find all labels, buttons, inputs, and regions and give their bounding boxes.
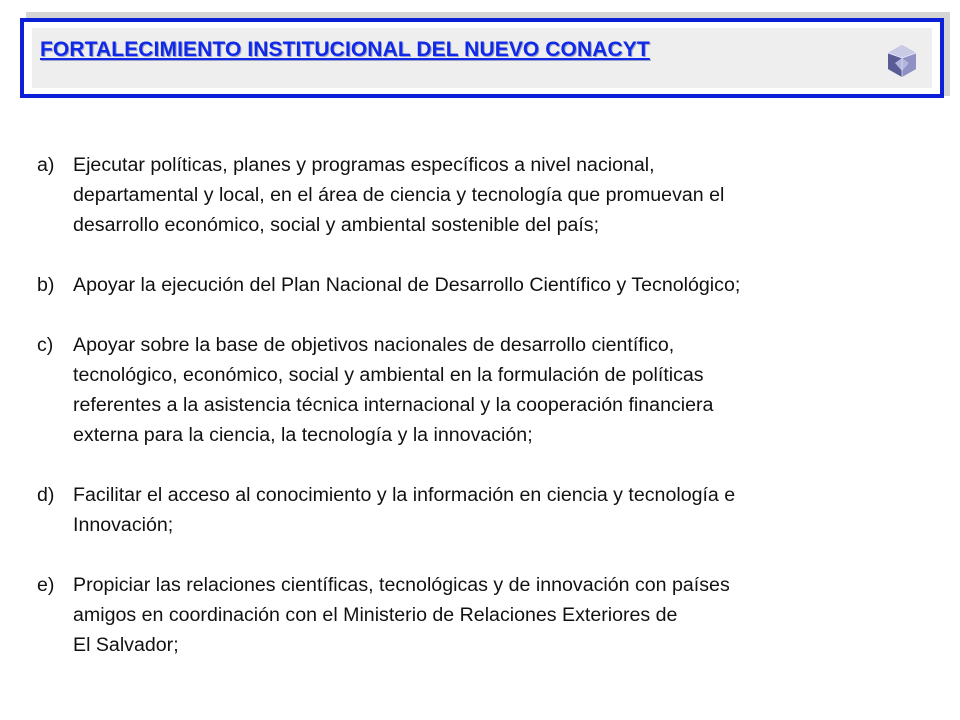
list-item-line: Propiciar las relaciones científicas, tecnológicas y de innovación con países	[73, 574, 730, 596]
list-item-line: tecnológico, económico, social y ambiental en la formulación de políticas	[73, 364, 704, 386]
list-item-marker: a)	[37, 154, 55, 176]
list-item-text	[73, 480, 937, 540]
list-item-marker: d)	[37, 484, 55, 506]
title-banner	[20, 18, 944, 98]
list-item-line: Apoyar la ejecución del Plan Nacional de Desarrollo Científico y Tecnológico;	[73, 274, 741, 296]
list-item-line: referentes a la asistencia técnica internacional y la cooperación financiera	[73, 394, 714, 416]
polyhedron-logo-icon	[886, 44, 918, 78]
title-banner-inner	[32, 28, 932, 88]
list-item-line: Apoyar sobre la base de objetivos nacionales de desarrollo científico,	[73, 334, 675, 356]
list-item	[37, 570, 937, 660]
list-item	[37, 480, 937, 540]
list-item-line: Facilitar el acceso al conocimiento y la información en ciencia y tecnología e	[73, 484, 736, 506]
page-title: FORTALECIMIENTO INSTITUCIONAL DEL NUEVO CONACYT	[40, 38, 650, 61]
list-item	[37, 330, 937, 450]
list-item-line: Ejecutar políticas, planes y programas específicos a nivel nacional,	[73, 154, 655, 176]
list-item-marker: c)	[37, 334, 54, 356]
list-item-line: externa para la ciencia, la tecnología y la innovación;	[73, 424, 533, 446]
list-item-line: El Salvador;	[73, 634, 179, 656]
list-item-line: amigos en coordinación con el Ministerio de Relaciones Exteriores de	[73, 604, 678, 626]
list-item-text	[73, 330, 937, 450]
objectives-list	[37, 150, 937, 690]
list-item-text	[73, 570, 937, 660]
list-item-marker: b)	[37, 274, 55, 296]
list-item-marker: e)	[37, 574, 55, 596]
list-item-text	[73, 270, 937, 300]
list-item	[37, 150, 937, 240]
list-item	[37, 270, 937, 300]
list-item-line: Innovación;	[73, 514, 174, 536]
list-item-line: desarrollo económico, social y ambiental sostenible del país;	[73, 214, 600, 236]
list-item-line: departamental y local, en el área de ciencia y tecnología que promuevan el	[73, 184, 725, 206]
list-item-text	[73, 150, 937, 240]
